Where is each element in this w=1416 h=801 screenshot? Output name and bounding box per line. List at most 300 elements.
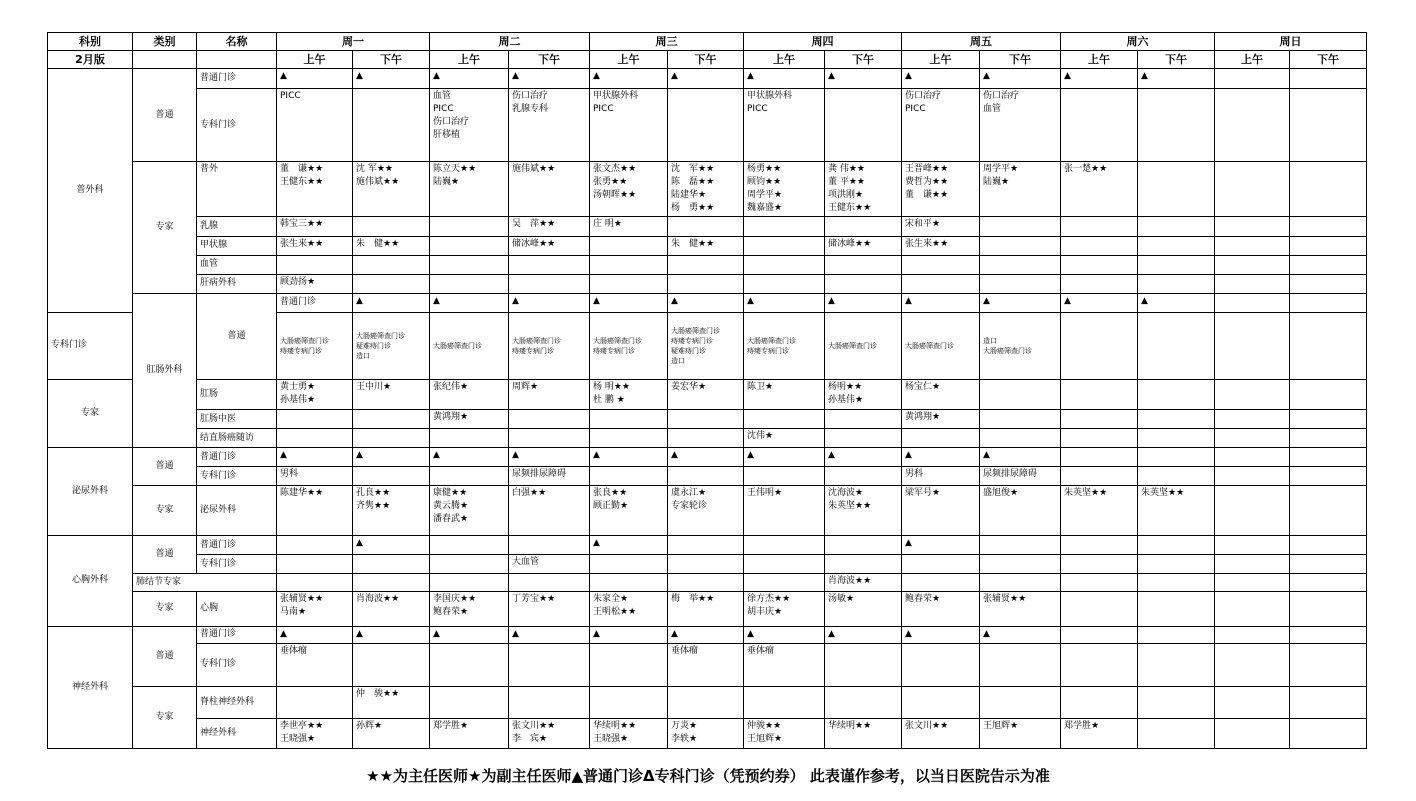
- category-cell: 普通: [133, 536, 197, 574]
- clinic-name-cell: 普通门诊: [197, 536, 277, 555]
- table-row: [48, 236, 1367, 255]
- header-day-fri: 周五: [902, 33, 1061, 51]
- schedule-cell: 垂体瘤: [277, 643, 353, 686]
- schedule-cell: 沈 军★★ 施伟斌★★: [353, 162, 430, 217]
- schedule-cell: 沈海波★ 朱英坚★★: [825, 486, 902, 536]
- general-clinic-mark: ▲: [744, 293, 825, 312]
- schedule-cell: 黄士勇★ 孙基伟★: [277, 379, 353, 409]
- schedule-cell: 甲状腺外科 PICC: [590, 89, 668, 162]
- general-clinic-mark: ▲: [277, 626, 353, 643]
- schedule-cell: [668, 274, 744, 293]
- schedule-cell: 朱 健★★: [353, 236, 430, 255]
- general-clinic-mark: ▲: [902, 69, 980, 89]
- schedule-cell: [1061, 626, 1138, 643]
- schedule-cell: 王晋峰★★ 费哲为★★ 董 谦★★: [902, 162, 980, 217]
- schedule-cell: [744, 236, 825, 255]
- clinic-name-cell: 神经外科: [197, 718, 277, 748]
- schedule-cell: [277, 686, 353, 718]
- general-clinic-mark: ▲: [980, 626, 1061, 643]
- schedule-cell: [430, 536, 509, 555]
- schedule-cell: [1138, 536, 1215, 555]
- schedule-cell: 伤口治疗 血管: [980, 89, 1061, 162]
- schedule-cell: [1215, 626, 1290, 643]
- schedule-cell: 孙辉★: [353, 718, 430, 748]
- schedule-cell: [1290, 718, 1367, 748]
- schedule-cell: [509, 274, 590, 293]
- schedule-cell: 陈立天★★ 陆巍★: [430, 162, 509, 217]
- schedule-cell: 大肠癌筛查门诊: [902, 312, 980, 379]
- header-am: 上午: [430, 51, 509, 69]
- schedule-cell: [353, 217, 430, 236]
- schedule-cell: [353, 643, 430, 686]
- schedule-cell: [277, 409, 353, 428]
- header-blank: [133, 51, 197, 69]
- schedule-cell: [1290, 448, 1367, 467]
- schedule-cell: [1061, 409, 1138, 428]
- dept-cell: 肛肠外科: [133, 293, 197, 447]
- header-version: 2月版: [48, 51, 133, 69]
- schedule-cell: [1215, 236, 1290, 255]
- header-pm: 下午: [1290, 51, 1367, 69]
- header-am: 上午: [902, 51, 980, 69]
- schedule-cell: [1215, 69, 1290, 89]
- schedule-cell: [902, 274, 980, 293]
- general-clinic-mark: ▲: [509, 626, 590, 643]
- table-row: [48, 592, 1367, 626]
- schedule-cell: [353, 429, 430, 448]
- dept-cell: 神经外科: [48, 626, 133, 748]
- schedule-cell: 顾劲扬★: [277, 274, 353, 293]
- schedule-cell: 沈 军★★ 陈 磊★★ 陆建华★ 杨 勇★★: [668, 162, 744, 217]
- table-row: [48, 429, 1367, 448]
- table-row: [48, 555, 1367, 574]
- general-clinic-mark: ▲: [668, 293, 744, 312]
- schedule-cell: 郑学胜★: [1061, 718, 1138, 748]
- schedule-cell: [590, 467, 668, 486]
- clinic-name-cell: 血管: [197, 255, 277, 274]
- schedule-cell: [1138, 255, 1215, 274]
- clinic-name-cell: 肺结节专家: [133, 574, 277, 592]
- table-row: [48, 626, 1367, 643]
- schedule-cell: [668, 536, 744, 555]
- clinic-name-cell: 肛肠中医: [197, 409, 277, 428]
- schedule-cell: [1138, 379, 1215, 409]
- schedule-cell: [430, 643, 509, 686]
- table-row: [48, 574, 1367, 592]
- header-am: 上午: [277, 51, 353, 69]
- schedule-cell: [668, 574, 744, 592]
- schedule-cell: [590, 236, 668, 255]
- schedule-cell: [1215, 409, 1290, 428]
- general-clinic-mark: ▲: [668, 448, 744, 467]
- header-day-mon: 周一: [277, 33, 430, 51]
- schedule-cell: [430, 574, 509, 592]
- schedule-cell: 张生来★★: [277, 236, 353, 255]
- schedule-cell: [1290, 89, 1367, 162]
- header-dept: 科别: [48, 33, 133, 51]
- clinic-name-cell: 甲状腺: [197, 236, 277, 255]
- legend-note: ★★为主任医师★为副主任医师▲普通门诊Δ专科门诊（凭预约券） 此表谨作参考，以当日医院告示为准: [366, 767, 1050, 785]
- general-clinic-mark: ▲: [1138, 69, 1215, 89]
- schedule-cell: 汤敏★: [825, 592, 902, 626]
- schedule-cell: [1290, 626, 1367, 643]
- schedule-cell: 杨 明★★ 杜 鹏 ★: [590, 379, 668, 409]
- schedule-cell: [1061, 217, 1138, 236]
- schedule-cell: [509, 686, 590, 718]
- schedule-cell: [668, 409, 744, 428]
- schedule-cell: 李世亭★★ 王晓强★: [277, 718, 353, 748]
- schedule-cell: [980, 255, 1061, 274]
- schedule-cell: [353, 574, 430, 592]
- schedule-cell: [1061, 643, 1138, 686]
- header-day-sat: 周六: [1061, 33, 1215, 51]
- schedule-cell: [590, 429, 668, 448]
- schedule-cell: [1290, 467, 1367, 486]
- schedule-cell: [1290, 312, 1367, 379]
- schedule-cell: [590, 643, 668, 686]
- header-name: 名称: [197, 33, 277, 51]
- general-clinic-mark: ▲: [277, 448, 353, 467]
- schedule-cell: [1290, 379, 1367, 409]
- schedule-cell: [1290, 255, 1367, 274]
- clinic-name-cell: 肛肠: [197, 379, 277, 409]
- schedule-cell: [1290, 536, 1367, 555]
- schedule-cell: [353, 255, 430, 274]
- schedule-cell: 杨勇★★ 顾钧★★ 周学平★ 魏嘉盛★: [744, 162, 825, 217]
- schedule-cell: 大肠癌筛查门诊 痔瘘专病门诊: [744, 312, 825, 379]
- schedule-cell: 造口 大肠癌筛查门诊: [980, 312, 1061, 379]
- schedule-cell: [1061, 255, 1138, 274]
- schedule-cell: [353, 555, 430, 574]
- schedule-cell: 董 谦★★ 王健东★★: [277, 162, 353, 217]
- category-cell: 专家: [133, 162, 197, 293]
- schedule-cell: [1061, 686, 1138, 718]
- schedule-cell: [1061, 379, 1138, 409]
- table-row: [48, 255, 1367, 274]
- schedule-cell: [744, 217, 825, 236]
- general-clinic-mark: ▲: [353, 448, 430, 467]
- general-clinic-mark: ▲: [1061, 293, 1138, 312]
- general-clinic-mark: ▲: [277, 69, 353, 89]
- schedule-cell: [668, 429, 744, 448]
- schedule-cell: 沈伟★: [744, 429, 825, 448]
- schedule-cell: 吴 萍★★: [509, 217, 590, 236]
- schedule-cell: [509, 255, 590, 274]
- schedule-cell: 朱英坚★★: [1138, 486, 1215, 536]
- schedule-cell: [980, 555, 1061, 574]
- general-clinic-mark: ▲: [1138, 293, 1215, 312]
- schedule-cell: 杨明★★ 孙基伟★: [825, 379, 902, 409]
- schedule-cell: [1061, 312, 1138, 379]
- schedule-cell: [1215, 379, 1290, 409]
- schedule-cell: [980, 536, 1061, 555]
- schedule-cell: [590, 274, 668, 293]
- schedule-cell: [1290, 574, 1367, 592]
- schedule-cell: [1215, 255, 1290, 274]
- schedule-cell: [590, 686, 668, 718]
- schedule-cell: [1138, 274, 1215, 293]
- schedule-cell: [277, 255, 353, 274]
- general-clinic-mark: ▲: [590, 536, 668, 555]
- schedule-cell: [1215, 592, 1290, 626]
- general-clinic-mark: ▲: [668, 626, 744, 643]
- schedule-cell: [825, 555, 902, 574]
- general-clinic-mark: ▲: [590, 626, 668, 643]
- schedule-cell: [825, 686, 902, 718]
- schedule-cell: [277, 429, 353, 448]
- header-am: 上午: [590, 51, 668, 69]
- clinic-name-cell: 普通门诊: [197, 448, 277, 467]
- schedule-cell: [1290, 69, 1367, 89]
- clinic-name-cell: 专科门诊: [197, 89, 277, 162]
- schedule-cell: 朱英坚★★: [1061, 486, 1138, 536]
- clinic-name-cell: 普通门诊: [197, 69, 277, 89]
- general-clinic-mark: ▲: [509, 69, 590, 89]
- category-cell: 普通: [133, 626, 197, 686]
- general-clinic-mark: ▲: [744, 626, 825, 643]
- clinic-name-cell: 专科门诊: [197, 467, 277, 486]
- schedule-cell: 张纪伟★: [430, 379, 509, 409]
- schedule-cell: [1215, 89, 1290, 162]
- schedule-cell: [1061, 236, 1138, 255]
- dept-cell: 泌尿外科: [48, 448, 133, 536]
- clinic-name-cell: 普通门诊: [277, 293, 353, 312]
- schedule-cell: 伤口治疗 乳腺专科: [509, 89, 590, 162]
- schedule-cell: [1138, 718, 1215, 748]
- header-day-thu: 周四: [744, 33, 902, 51]
- clinic-name-cell: 结直肠癌随访: [197, 429, 277, 448]
- schedule-cell: [1215, 574, 1290, 592]
- schedule-cell: [902, 686, 980, 718]
- schedule-cell: [825, 274, 902, 293]
- general-clinic-mark: ▲: [980, 293, 1061, 312]
- schedule-cell: 朱家全★ 王明松★★: [590, 592, 668, 626]
- schedule-cell: [1215, 536, 1290, 555]
- schedule-cell: 王中川★: [353, 379, 430, 409]
- schedule-cell: [277, 536, 353, 555]
- schedule-cell: [1061, 89, 1138, 162]
- schedule-cell: 鲍春荣★: [902, 592, 980, 626]
- schedule-cell: [1290, 274, 1367, 293]
- schedule-cell: 周学平★ 陆巍★: [980, 162, 1061, 217]
- schedule-cell: [1061, 574, 1138, 592]
- schedule-cell: 康健★★ 黄云腾★ 潘春武★: [430, 486, 509, 536]
- outpatient-schedule-table: [47, 32, 1367, 749]
- clinic-name-cell: 专科门诊: [197, 643, 277, 686]
- general-clinic-mark: ▲: [668, 69, 744, 89]
- table-row: [48, 686, 1367, 718]
- clinic-name-cell: 乳腺: [197, 217, 277, 236]
- schedule-cell: [1215, 162, 1290, 217]
- schedule-cell: [1290, 429, 1367, 448]
- schedule-cell: 储冰峰★★: [509, 236, 590, 255]
- schedule-cell: [509, 409, 590, 428]
- schedule-cell: [590, 409, 668, 428]
- schedule-cell: [1138, 312, 1215, 379]
- schedule-cell: [430, 255, 509, 274]
- schedule-cell: 张文川★★ 李 宾★: [509, 718, 590, 748]
- schedule-cell: 陈建华★★: [277, 486, 353, 536]
- general-clinic-mark: ▲: [825, 69, 902, 89]
- table-row: [48, 217, 1367, 236]
- schedule-cell: 大肠癌筛查门诊: [825, 312, 902, 379]
- schedule-cell: 王旭辉★: [980, 718, 1061, 748]
- general-clinic-mark: ▲: [825, 626, 902, 643]
- schedule-cell: [902, 255, 980, 274]
- general-clinic-mark: ▲: [902, 536, 980, 555]
- schedule-cell: [744, 255, 825, 274]
- schedule-cell: [825, 643, 902, 686]
- schedule-cell: [430, 236, 509, 255]
- schedule-cell: [825, 255, 902, 274]
- schedule-cell: 张文杰★★ 张勇★★ 汤朝晖★★: [590, 162, 668, 217]
- schedule-cell: [744, 409, 825, 428]
- schedule-cell: 郑学胜★: [430, 718, 509, 748]
- schedule-cell: 虞永江★ 专家轮诊: [668, 486, 744, 536]
- schedule-cell: PICC: [277, 89, 353, 162]
- schedule-cell: 施伟斌★★: [509, 162, 590, 217]
- schedule-cell: [1061, 555, 1138, 574]
- table-row: [48, 718, 1367, 748]
- schedule-cell: [825, 217, 902, 236]
- header-am: 上午: [744, 51, 825, 69]
- general-clinic-mark: ▲: [353, 626, 430, 643]
- header-am: 上午: [1061, 51, 1138, 69]
- table-row: [48, 162, 1367, 217]
- table-row: [48, 467, 1367, 486]
- schedule-cell: 盛旭俊★: [980, 486, 1061, 536]
- schedule-cell: 龚 伟★★ 董 平★★ 项洪刚★ 王健东★★: [825, 162, 902, 217]
- general-clinic-mark: ▲: [980, 69, 1061, 89]
- schedule-cell: 甲状腺外科 PICC: [744, 89, 825, 162]
- schedule-cell: [902, 429, 980, 448]
- schedule-cell: [1290, 686, 1367, 718]
- schedule-cell: [509, 429, 590, 448]
- schedule-cell: [430, 429, 509, 448]
- header-row-halfday: [48, 51, 1367, 69]
- schedule-cell: 肖海波★★: [353, 592, 430, 626]
- schedule-cell: [1215, 312, 1290, 379]
- schedule-cell: [1061, 536, 1138, 555]
- schedule-cell: [825, 409, 902, 428]
- schedule-cell: [1215, 274, 1290, 293]
- general-clinic-mark: ▲: [430, 626, 509, 643]
- schedule-cell: [1138, 686, 1215, 718]
- schedule-cell: [430, 555, 509, 574]
- general-clinic-mark: ▲: [509, 448, 590, 467]
- header-am: 上午: [1215, 51, 1290, 69]
- schedule-cell: 徐方杰★★ 胡丰庆★: [744, 592, 825, 626]
- schedule-cell: 姜宏华★: [668, 379, 744, 409]
- schedule-cell: 大肠癌筛查门诊 痔瘘专病门诊: [590, 312, 668, 379]
- schedule-cell: [980, 379, 1061, 409]
- schedule-cell: [1215, 429, 1290, 448]
- schedule-cell: [1215, 643, 1290, 686]
- header-pm: 下午: [353, 51, 430, 69]
- schedule-cell: [1061, 592, 1138, 626]
- schedule-cell: [1290, 236, 1367, 255]
- schedule-cell: [1138, 574, 1215, 592]
- general-clinic-mark: ▲: [353, 69, 430, 89]
- header-day-wed: 周三: [590, 33, 744, 51]
- general-clinic-mark: ▲: [1061, 69, 1138, 89]
- schedule-cell: 肖海波★★: [825, 574, 902, 592]
- general-clinic-mark: ▲: [902, 293, 980, 312]
- schedule-cell: 储冰峰★★: [825, 236, 902, 255]
- clinic-name-cell: 普通门诊: [197, 626, 277, 643]
- schedule-cell: 血管 PICC 伤口治疗 肝移植: [430, 89, 509, 162]
- schedule-cell: 庄 明★: [590, 217, 668, 236]
- schedule-cell: [902, 574, 980, 592]
- schedule-cell: 丁芳宝★★: [509, 592, 590, 626]
- schedule-cell: 大肠癌筛查门诊: [430, 312, 509, 379]
- schedule-cell: [1061, 448, 1138, 467]
- schedule-cell: [1215, 555, 1290, 574]
- clinic-name-cell: 脊柱神经外科: [197, 686, 277, 718]
- schedule-cell: [1138, 643, 1215, 686]
- table-row: [48, 274, 1367, 293]
- table-row: [48, 448, 1367, 467]
- category-cell: 普通: [197, 293, 277, 379]
- schedule-cell: [353, 467, 430, 486]
- schedule-cell: 仲 骏★★: [353, 686, 430, 718]
- schedule-cell: [668, 555, 744, 574]
- table-row: [48, 379, 1367, 409]
- general-clinic-mark: ▲: [430, 293, 509, 312]
- general-clinic-mark: ▲: [353, 536, 430, 555]
- schedule-cell: [744, 536, 825, 555]
- general-clinic-mark: ▲: [353, 293, 430, 312]
- schedule-cell: [1290, 217, 1367, 236]
- general-clinic-mark: ▲: [590, 448, 668, 467]
- schedule-cell: [277, 574, 353, 592]
- general-clinic-mark: ▲: [744, 448, 825, 467]
- header-day-sun: 周日: [1215, 33, 1367, 51]
- schedule-cell: 韩宝三★★: [277, 217, 353, 236]
- schedule-cell: [590, 255, 668, 274]
- schedule-cell: [668, 217, 744, 236]
- schedule-cell: [1138, 555, 1215, 574]
- schedule-cell: 大肠癌筛查门诊 痔瘘专病门诊: [509, 312, 590, 379]
- table-row: [48, 69, 1367, 89]
- schedule-cell: [980, 217, 1061, 236]
- schedule-cell: [1215, 686, 1290, 718]
- general-clinic-mark: ▲: [825, 293, 902, 312]
- schedule-cell: 黄鸿翔★: [902, 409, 980, 428]
- schedule-cell: 张良★★ 顾正勤★: [590, 486, 668, 536]
- schedule-cell: [277, 555, 353, 574]
- schedule-cell: [1138, 467, 1215, 486]
- schedule-cell: [980, 236, 1061, 255]
- schedule-cell: 伤口治疗 PICC: [902, 89, 980, 162]
- schedule-cell: [1138, 409, 1215, 428]
- header-day-tue: 周二: [430, 33, 590, 51]
- clinic-name-cell: 泌尿外科: [197, 486, 277, 536]
- category-cell: 专家: [48, 379, 133, 447]
- schedule-cell: [980, 574, 1061, 592]
- schedule-cell: 朱 健★★: [668, 236, 744, 255]
- schedule-cell: [1290, 486, 1367, 536]
- header-blank: [197, 51, 277, 69]
- header-pm: 下午: [1138, 51, 1215, 69]
- general-clinic-mark: ▲: [902, 626, 980, 643]
- schedule-cell: [1138, 162, 1215, 217]
- dept-cell: 心胸外科: [48, 536, 133, 626]
- schedule-cell: [668, 255, 744, 274]
- schedule-cell: [668, 467, 744, 486]
- table-row: [48, 486, 1367, 536]
- schedule-cell: 白强★★: [509, 486, 590, 536]
